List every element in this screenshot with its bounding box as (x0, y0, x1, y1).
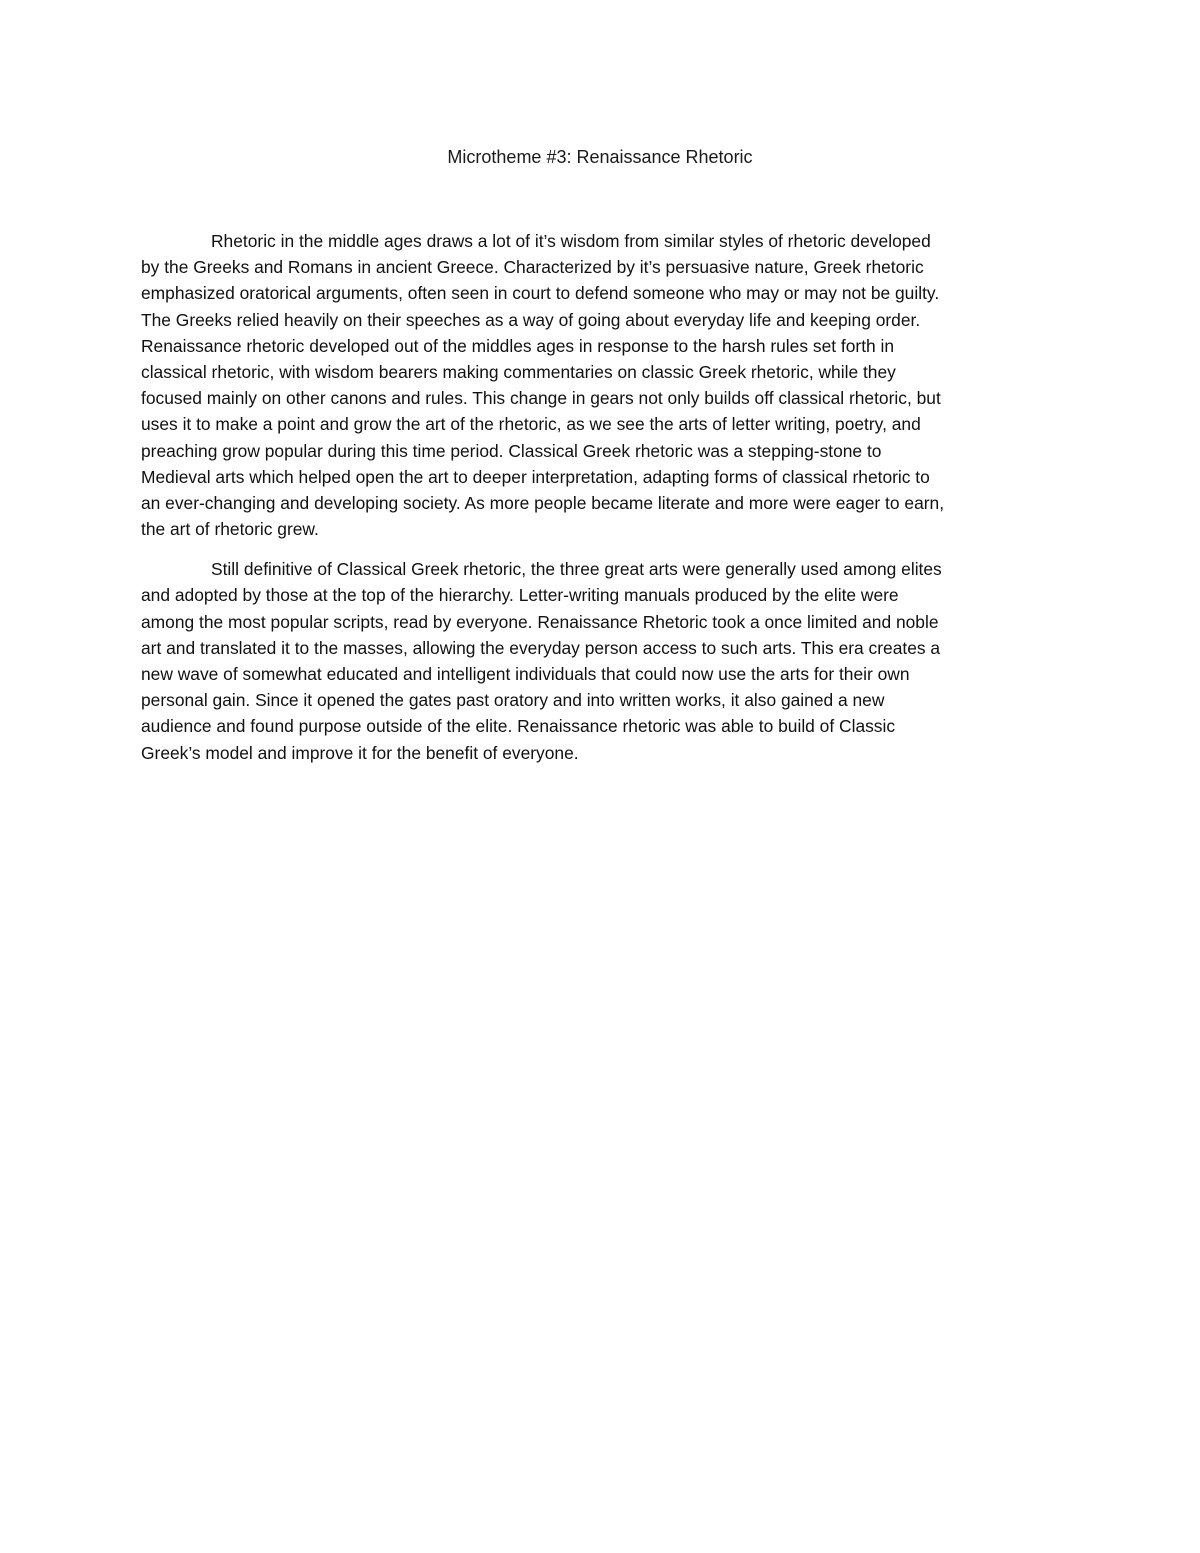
text-line: classical rhetoric, with wisdom bearers making commentaries on classic Greek rhetoric, while they (141, 361, 896, 382)
text-line: by the Greeks and Romans in ancient Greece. Characterized by it’s persuasive nature, Greek rhetoric (141, 257, 924, 278)
text-line: preaching grow popular during this time period. Classical Greek rhetoric was a stepping-stone to (141, 440, 882, 461)
document-body (141, 228, 1059, 766)
text-line: among the most popular scripts, read by everyone. Renaissance Rhetoric took a once limited and noble (141, 611, 939, 632)
text-line: and adopted by those at the top of the hierarchy. Letter-writing manuals produced by the elite were (141, 585, 899, 606)
paragraph-1 (141, 228, 1059, 542)
text-line: art and translated it to the masses, allowing the everyday person access to such arts. This era creates a (141, 637, 941, 658)
text-line: Still definitive of Classical Greek rhetoric, the three great arts were generally used among elites (211, 559, 942, 580)
text-line: audience and found purpose outside of the elite. Renaissance rhetoric was able to build of Classic (141, 716, 896, 737)
text-line: the art of rhetoric grew. (141, 519, 319, 540)
text-line: emphasized oratorical arguments, often seen in court to defend someone who may or may not be guilty. (141, 283, 940, 304)
text-line: personal gain. Since it opened the gates past oratory and into written works, it also gained a new (141, 690, 885, 711)
text-line: The Greeks relied heavily on their speeches as a way of going about everyday life and keeping order. (141, 309, 921, 330)
text-line: Renaissance rhetoric developed out of the middles ages in response to the harsh rules set forth in (141, 335, 895, 356)
text-line: focused mainly on other canons and rules. This change in gears not only builds off classical rhetoric, but (141, 388, 941, 409)
text-line: an ever-changing and developing society. As more people became literate and more were eager to earn, (141, 492, 945, 513)
text-line: Rhetoric in the middle ages draws a lot of it’s wisdom from similar styles of rhetoric developed (211, 231, 931, 251)
paragraph-2 (141, 556, 1059, 766)
text-line: new wave of somewhat educated and intelligent individuals that could now use the arts for their own (141, 664, 910, 684)
document-title: Microtheme #3: Renaissance Rhetoric (447, 147, 753, 167)
text-line: Medieval arts which helped open the art to deeper interpretation, adapting forms of classical rhetoric to (141, 466, 930, 487)
text-line: uses it to make a point and grow the art of the rhetoric, as we see the arts of letter writing, poetry, and (141, 414, 921, 435)
text-line: Greek’s model and improve it for the benefit of everyone. (141, 742, 579, 763)
